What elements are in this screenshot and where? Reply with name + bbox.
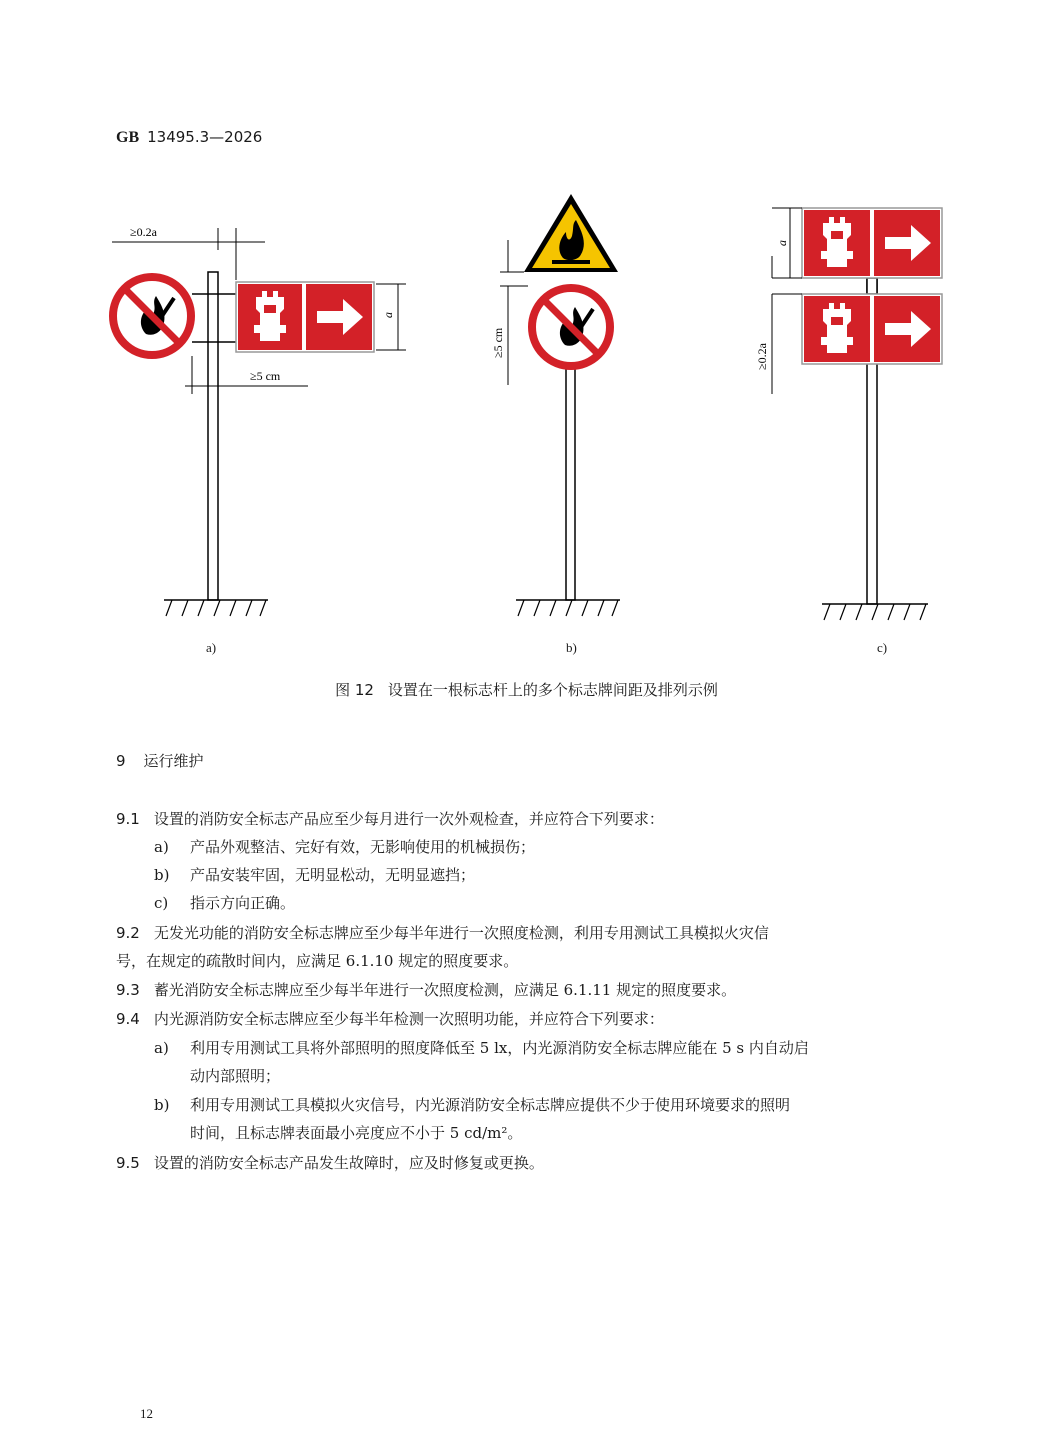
list-item (154, 836, 535, 857)
list-item-cont: 时间，且标志牌表面最小亮度应不小于 5 cd/m²。 (190, 1124, 523, 1142)
subcaption-b: b) (566, 640, 577, 655)
list-item (154, 1037, 809, 1058)
section-heading (116, 750, 204, 771)
clause-number: 9.4 (116, 1010, 140, 1028)
clause-number: 9.1 (116, 810, 140, 828)
list-item (154, 1094, 790, 1115)
clause-9-2 (116, 922, 769, 943)
list-text: 指示方向正确。 (190, 894, 296, 912)
clause-text: 设置的消防安全标志产品应至少每月进行一次外观检查，并应符合下列要求： (153, 810, 664, 828)
arrow-sign (306, 284, 372, 350)
clause-number: 9.2 (116, 924, 140, 942)
standard-number: 13495.3—2026 (147, 128, 263, 146)
hydrant-sign (238, 284, 302, 350)
list-text: 产品安装牢固，无明显松动，无明显遮挡； (190, 866, 476, 884)
label-offset-02a: ≥0.2a (130, 225, 157, 239)
label-size-a: a (381, 312, 395, 318)
list-label: c) (154, 894, 169, 912)
clause-text: 无发光功能的消防安全标志牌应至少每半年进行一次照度检测，利用专用测试工具模拟火灾信 (153, 924, 769, 942)
list-item-cont: 动内部照明； (190, 1067, 281, 1085)
clause-9-3 (116, 979, 736, 1000)
hydrant-sign (804, 210, 870, 276)
subcaption-c: c) (877, 640, 888, 655)
diagram-b (491, 194, 620, 616)
list-text: 利用专用测试工具模拟火灾信号，内光源消防安全标志牌应提供不少于使用环境要求的照明 (190, 1096, 791, 1114)
list-label: a) (154, 1039, 169, 1057)
label-gap-5cm: ≥5 cm (250, 369, 281, 383)
standard-code (116, 128, 262, 147)
clause-9-5 (116, 1152, 544, 1173)
no-open-flame-sign (532, 288, 610, 366)
caption-text: 设置在一根标志杆上的多个标志牌间距及排列示例 (387, 681, 718, 699)
figure-caption (0, 679, 1053, 700)
clause-9-2-cont: 号，在规定的疏散时间内，应满足 6.1.10 规定的照度要求。 (116, 952, 519, 970)
list-label: a) (154, 838, 169, 856)
subcaption-a: a) (206, 640, 217, 655)
hydrant-sign (804, 296, 870, 362)
arrow-sign (874, 210, 940, 276)
list-item (154, 864, 475, 885)
diagram-a (112, 225, 406, 616)
label-size-a-c: a (775, 240, 789, 246)
list-item (154, 892, 295, 913)
arrow-sign (874, 296, 940, 362)
clause-number: 9.5 (116, 1154, 140, 1172)
list-text: 利用专用测试工具将外部照明的照度降低至 5 lx，内光源消防安全标志牌应能在 5 s 内自动启 (190, 1039, 809, 1057)
list-text: 产品外观整洁、完好有效，无影响使用的机械损伤； (190, 838, 536, 856)
flammable-warning-sign (524, 194, 618, 272)
section-title: 运行维护 (143, 752, 204, 770)
figure-12 (0, 180, 1053, 640)
diagram-c (755, 208, 942, 620)
section-number: 9 (116, 752, 126, 770)
caption-number: 图 12 (335, 681, 374, 699)
clause-text: 设置的消防安全标志产品发生故障时，应及时修复或更换。 (153, 1154, 544, 1172)
clause-9-1 (116, 808, 664, 829)
clause-text: 内光源消防安全标志牌应至少每半年检测一次照明功能，并应符合下列要求： (153, 1010, 664, 1028)
list-label: b) (154, 866, 170, 884)
label-vgap-5cm: ≥5 cm (491, 327, 505, 358)
list-label: b) (154, 1096, 170, 1114)
page-number: 12 (140, 1406, 153, 1421)
clause-text: 蓄光消防安全标志牌应至少每半年进行一次照度检测，应满足 6.1.11 规定的照度要求。 (153, 981, 737, 999)
clause-9-4 (116, 1008, 664, 1029)
label-vgap-02a: ≥0.2a (755, 343, 769, 370)
clause-number: 9.3 (116, 981, 140, 999)
no-open-flame-sign (113, 277, 191, 355)
standard-prefix: GB (116, 129, 140, 146)
